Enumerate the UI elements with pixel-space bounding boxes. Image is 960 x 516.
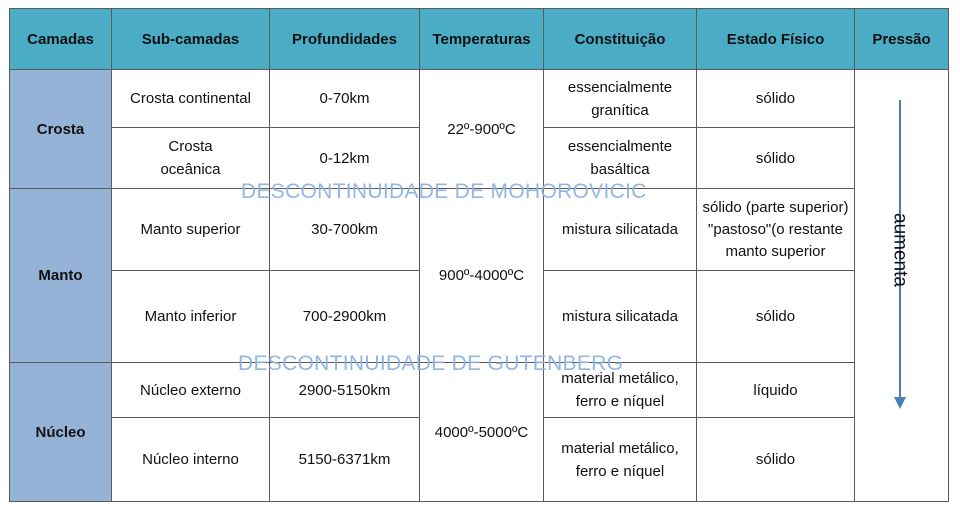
discontinuity-mohorovicic: DESCONTINUIDADE DE MOHOROVICIC (241, 180, 647, 203)
temperature-cell: 4000º-5000ºC (420, 363, 544, 502)
constitution-cell: essencialmente basáltica (544, 128, 697, 189)
constitution-cell: mistura silicatada (544, 271, 697, 363)
header-sub-camadas: Sub-camadas (112, 9, 270, 70)
depth-cell: 30-700km (270, 189, 420, 271)
table-row (10, 70, 949, 128)
header-profundidades: Profundidades (270, 9, 420, 70)
header-constituicao: Constituição (544, 9, 697, 70)
header-camadas: Camadas (10, 9, 112, 70)
sub-layer: Manto inferior (112, 271, 270, 363)
state-cell: líquido (697, 363, 855, 418)
sub-layer: Crosta oceânica (112, 128, 270, 189)
state-cell: sólido (697, 70, 855, 128)
depth-cell: 700-2900km (270, 271, 420, 363)
depth-cell: 0-12km (270, 128, 420, 189)
constitution-cell: material metálico, ferro e níquel (544, 418, 697, 502)
header-row (10, 9, 949, 70)
layer-nucleo: Núcleo (10, 363, 112, 502)
pressure-arrow-head (894, 397, 906, 409)
constitution-cell: essencialmente granítica (544, 70, 697, 128)
state-cell: sólido (697, 128, 855, 189)
header-temperaturas: Temperaturas (420, 9, 544, 70)
temperature-cell: 900º-4000ºC (420, 189, 544, 363)
header-estado-fisico: Estado Físico (697, 9, 855, 70)
state-cell: sólido (parte superior) "pastoso"(o restante manto superior (697, 189, 855, 271)
constitution-cell: mistura silicatada (544, 189, 697, 271)
temperature-cell: 22º-900ºC (420, 70, 544, 189)
constitution-cell: material metálico, ferro e níquel (544, 363, 697, 418)
sub-layer: Núcleo externo (112, 363, 270, 418)
sub-layer: Manto superior (112, 189, 270, 271)
state-cell: sólido (697, 271, 855, 363)
state-cell: sólido (697, 418, 855, 502)
discontinuity-gutenberg: DESCONTINUIDADE DE GUTENBERG (238, 352, 624, 375)
depth-cell: 2900-5150km (270, 363, 420, 418)
pressure-column (855, 70, 949, 502)
layer-crosta: Crosta (10, 70, 112, 189)
depth-cell: 5150-6371km (270, 418, 420, 502)
header-pressao: Pressão (855, 9, 949, 70)
sub-layer: Crosta continental (112, 70, 270, 128)
depth-cell: 0-70km (270, 70, 420, 128)
pressure-label: aumenta (889, 213, 911, 287)
layer-manto: Manto (10, 189, 112, 363)
earth-layers-table (9, 8, 949, 502)
sub-layer: Núcleo interno (112, 418, 270, 502)
